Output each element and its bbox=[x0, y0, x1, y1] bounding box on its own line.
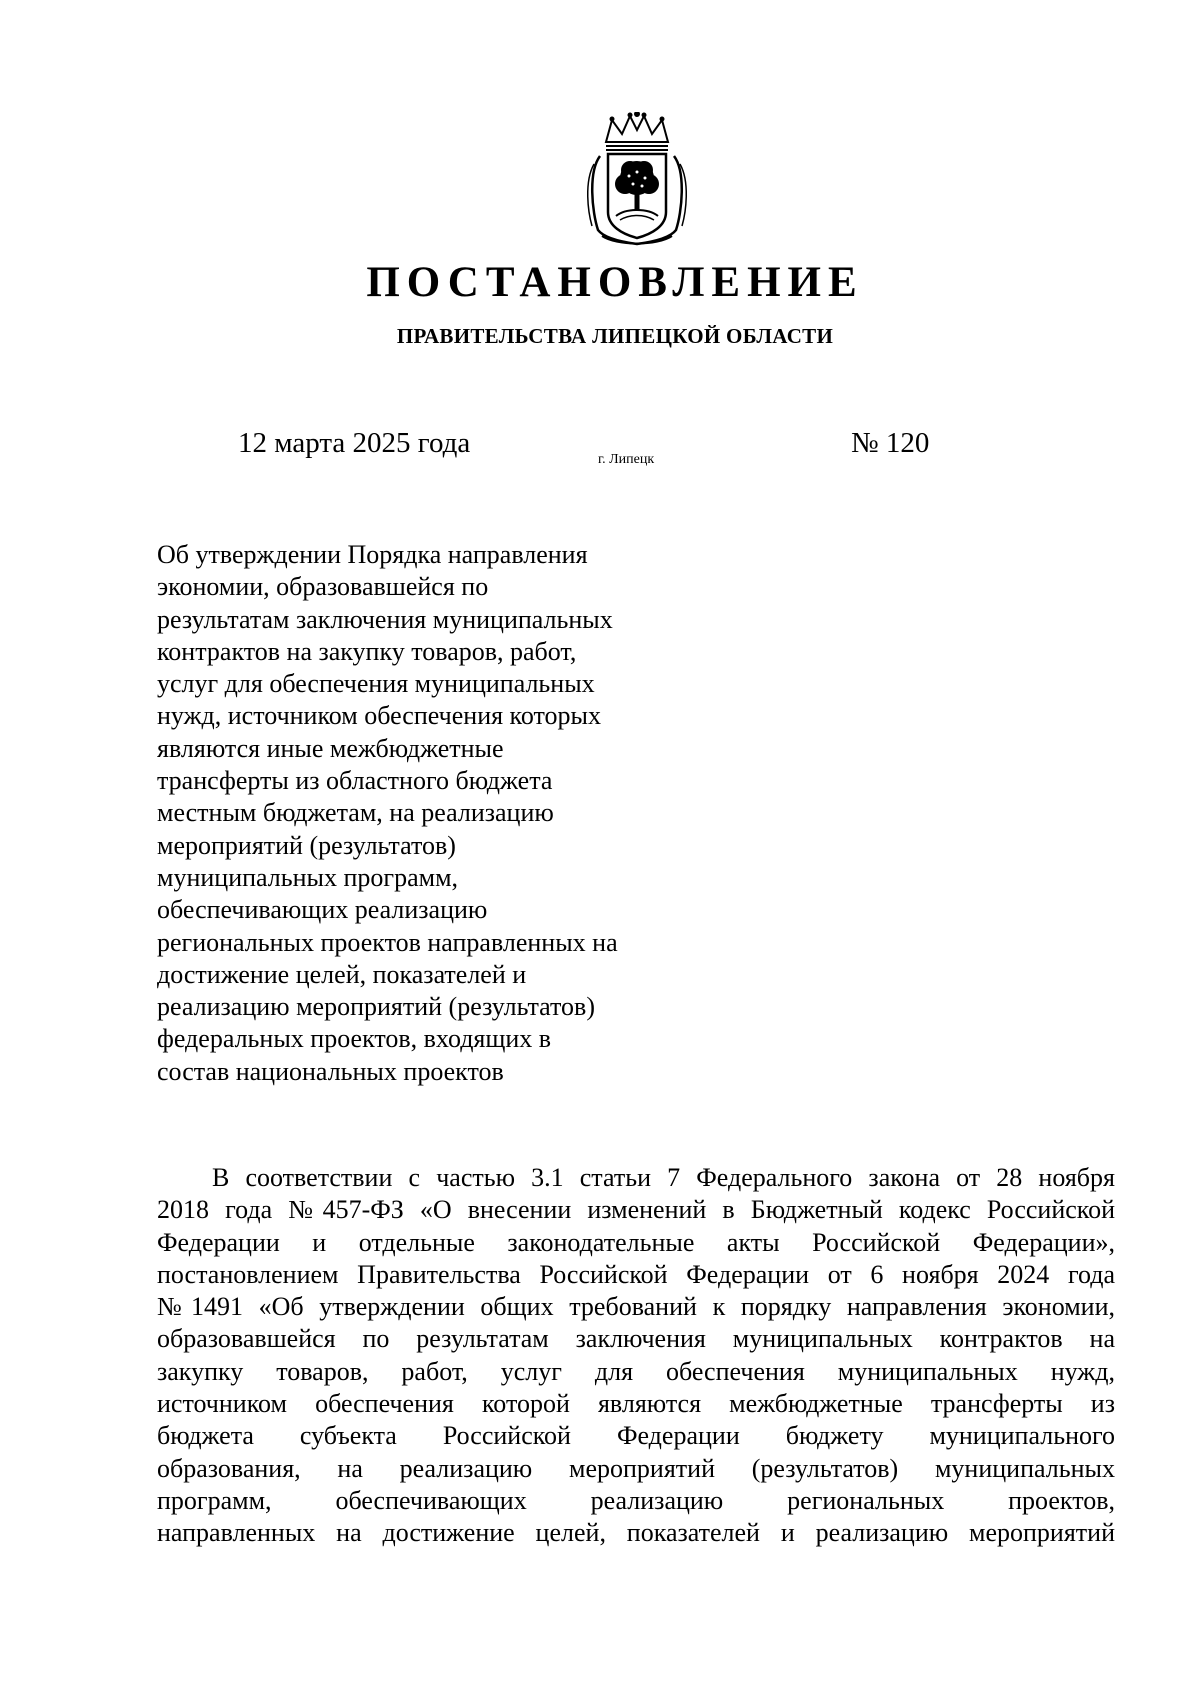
body-line-text: закупку товаров, работ, услуг для обеспечения муниципальных нужд, bbox=[157, 1356, 1115, 1386]
heading-line: муниципальных программ, bbox=[157, 862, 459, 892]
heading-line: федеральных проектов, входящих в bbox=[157, 1024, 552, 1054]
body-line bbox=[157, 1485, 1115, 1517]
heading-line: региональных проектов направленных на bbox=[157, 927, 618, 957]
lipetsk-coat-of-arms-icon bbox=[582, 112, 692, 250]
body-line bbox=[157, 1453, 1115, 1485]
body-line bbox=[157, 1259, 1115, 1291]
body-line-text: Федерации и отдельные законодательные акты Российской Федерации», bbox=[157, 1227, 1115, 1257]
heading-line: местным бюджетам, на реализацию bbox=[157, 798, 554, 828]
heading-line: трансферты из областного бюджета bbox=[157, 766, 553, 796]
body-line-text: программ, обеспечивающих реализацию региональных проектов, bbox=[157, 1485, 1115, 1515]
heading-line: экономии, образовавшейся по bbox=[157, 572, 489, 602]
document-heading bbox=[157, 539, 677, 1088]
heading-line: нужд, источником обеспечения которых bbox=[157, 701, 602, 731]
heading-line: результатам заключения муниципальных bbox=[157, 604, 613, 634]
heading-line: услуг для обеспечения муниципальных bbox=[157, 669, 595, 699]
heading-line: состав национальных проектов bbox=[157, 1056, 504, 1086]
body-line bbox=[157, 1517, 1115, 1549]
body-line-text: 2018 года №457-ФЗ «О внесении изменений в Бюджетный кодекс Российской bbox=[157, 1195, 1115, 1225]
body-line-text: образования, на реализацию мероприятий (результатов) муниципальных bbox=[157, 1453, 1115, 1483]
document-city: г. Липецк bbox=[598, 452, 655, 467]
body-line bbox=[157, 1420, 1115, 1452]
issuing-authority: ПРАВИТЕЛЬСТВА ЛИПЕЦКОЙ ОБЛАСТИ bbox=[396, 324, 834, 348]
body-line bbox=[157, 1323, 1115, 1355]
body-line-text: образовавшейся по результатам заключения муниципальных контрактов на bbox=[157, 1324, 1115, 1354]
body-line-text: направленных на достижение целей, показателей и реализацию мероприятий bbox=[157, 1518, 1115, 1548]
body-line bbox=[157, 1356, 1115, 1388]
heading-line: являются иные межбюджетные bbox=[157, 733, 504, 763]
document-body bbox=[157, 1162, 1115, 1550]
heading-line: контрактов на закупку товаров, работ, bbox=[157, 636, 577, 666]
body-line-text: постановлением Правительства Российской Федерации от 6 ноября 2024 года bbox=[157, 1259, 1115, 1289]
body-line bbox=[157, 1194, 1115, 1226]
body-line bbox=[157, 1162, 1115, 1194]
body-line bbox=[157, 1388, 1115, 1420]
document-type-title: ПОСТАНОВЛЕНИЕ bbox=[366, 259, 864, 306]
body-line bbox=[157, 1291, 1115, 1323]
heading-line: реализацию мероприятий (результатов) bbox=[157, 992, 595, 1022]
document-number: № 120 bbox=[851, 427, 930, 459]
heading-line: обеспечивающих реализацию bbox=[157, 895, 488, 925]
body-line-text: В соответствии с частью 3.1 статьи 7 Федерального закона от 28 ноября bbox=[212, 1163, 1115, 1192]
body-line-text: №1491 «Об утверждении общих требований к порядку направления экономии, bbox=[157, 1292, 1115, 1322]
body-line bbox=[157, 1227, 1115, 1259]
heading-line: мероприятий (результатов) bbox=[157, 830, 456, 860]
body-line-text: источником обеспечения которой являются межбюджетные трансферты из bbox=[157, 1389, 1115, 1419]
heading-line: Об утверждении Порядка направления bbox=[157, 540, 588, 569]
heading-line: достижение целей, показателей и bbox=[157, 959, 527, 989]
document-date: 12 марта 2025 года bbox=[238, 427, 471, 459]
body-line-text: бюджета субъекта Российской Федерации бюджету муниципального bbox=[157, 1421, 1115, 1451]
